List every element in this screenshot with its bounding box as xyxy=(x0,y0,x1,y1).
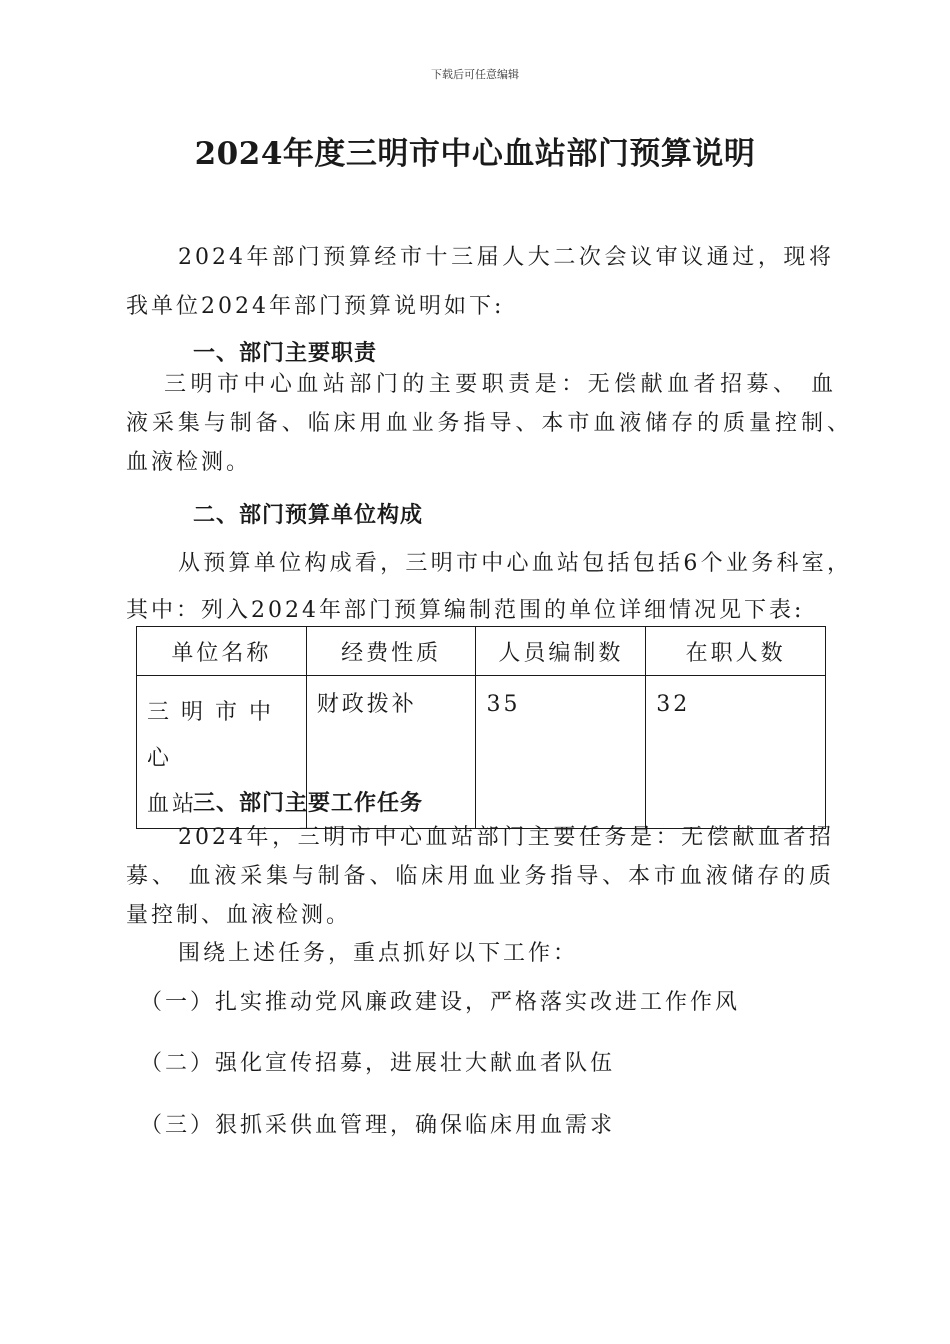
column-header-staff-quota: 人员编制数 xyxy=(476,627,646,676)
cell-staff-actual: 32 xyxy=(646,676,826,829)
section-heading-units: 二、部门预算单位构成 xyxy=(193,503,424,528)
section-heading-tasks: 三、部门主要工作任务 xyxy=(193,791,424,816)
duties-line-1: 三明市中心血站部门的主要职责是：无偿献血者招募、 血 xyxy=(164,372,836,397)
intro-line-2: 我单位2024年部门预算说明如下: xyxy=(126,294,505,319)
units-line-2: 其中：列入2024年部门预算编制范围的单位详细情况见下表: xyxy=(126,598,805,623)
cell-funding-type: 财政拨补 xyxy=(306,676,476,829)
table-header-row xyxy=(137,627,826,676)
column-header-staff-actual: 在职人数 xyxy=(646,627,826,676)
duties-line-3: 血液检测。 xyxy=(126,450,252,475)
column-header-unit-name: 单位名称 xyxy=(137,627,307,676)
tasks-focus-intro: 围绕上述任务，重点抓好以下工作： xyxy=(178,941,579,966)
column-header-funding-type: 经费性质 xyxy=(306,627,476,676)
cell-staff-quota: 35 xyxy=(476,676,646,829)
intro-line-1: 2024年部门预算经市十三届人大二次会议审议通过，现将 xyxy=(178,245,834,270)
page-title: 2024年度三明市中心血站部门预算说明 xyxy=(194,136,756,172)
watermark-text: 下载后可任意编辑 xyxy=(431,68,519,81)
unit-name-line-1: 三明市中心 xyxy=(147,700,284,771)
unit-name-line-2: 血站 xyxy=(147,792,198,817)
list-item: （三）狠抓采供血管理，确保临床用血需求 xyxy=(140,1113,616,1138)
duties-line-2: 液采集与制备、临床用血业务指导、本市血液储存的质量控制、 xyxy=(126,411,852,436)
tasks-line-1: 2024年，三明市中心血站部门主要任务是：无偿献血者招 xyxy=(178,825,834,850)
section-heading-duties: 一、部门主要职责 xyxy=(193,341,378,366)
list-item: （一）扎实推动党风廉政建设，严格落实改进工作作风 xyxy=(140,990,741,1015)
tasks-line-2: 募、 血液采集与制备、临床用血业务指导、本市血液储存的质 xyxy=(126,864,834,889)
tasks-line-3: 量控制、血液检测。 xyxy=(126,903,352,928)
units-line-1: 从预算单位构成看，三明市中心血站包括包括6个业务科室， xyxy=(178,551,852,576)
list-item: （二）强化宣传招募，进展壮大献血者队伍 xyxy=(140,1051,616,1076)
